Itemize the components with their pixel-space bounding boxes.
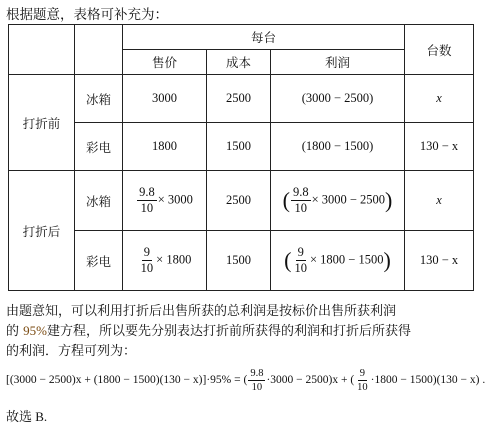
price-cell: 1800: [123, 123, 207, 171]
units-cell: x: [405, 75, 474, 123]
equation: [(3000 − 2500)x + (1800 − 1500)(130 − x)]·95% = ( $\frac{9.8}{10}$ ·3000 − 2500)x + ( $\frac{9}{10}$ ·1800 − 1500)(130 − x) .: [6, 368, 486, 394]
fraction: $\frac{9.8}{10}$: [139, 184, 155, 215]
table-row: [9, 171, 474, 231]
profit-cell: (1800 − 1500): [271, 123, 405, 171]
cost-cell: 2500: [207, 75, 271, 123]
profit-cell: ( $\frac{9.8}{10}$ × 3000 − 2500): [271, 171, 405, 231]
tv-label: 彩电: [75, 231, 123, 291]
price-cell: 3000: [123, 75, 207, 123]
table-row: [9, 231, 474, 291]
table-row: [9, 75, 474, 123]
conclusion: 故选 B.: [6, 409, 48, 424]
profit-cell: ( $\frac{9}{10}$ × 1800 − 1500): [271, 231, 405, 291]
header-profit: 利润: [271, 50, 405, 75]
before-label: 打折前: [9, 75, 75, 171]
fridge-label: 冰箱: [75, 75, 123, 123]
corner-cell: [75, 25, 123, 75]
units-cell: x: [405, 171, 474, 231]
cost-cell: 1500: [207, 231, 271, 291]
explanation-line-3: 的利润．方程可列为：: [6, 344, 137, 359]
cost-cell: 1500: [207, 123, 271, 171]
profit-cell: (3000 − 2500): [271, 75, 405, 123]
units-cell: 130 − x: [405, 123, 474, 171]
price-cell: $\frac{9}{10}$ × 1800: [123, 231, 207, 291]
header-price: 售价: [123, 50, 207, 75]
price-cell: $\frac{9.8}{10}$ × 3000: [123, 171, 207, 231]
header-cost: 成本: [207, 50, 271, 75]
header-group: 每台: [123, 25, 405, 50]
explanation-line-2: 的 95%建方程，所以要先分别表达打折前所获得的利润和打折后所获得: [6, 323, 411, 339]
fraction: $\frac{9}{10}$: [294, 244, 307, 275]
header-units: 台数: [405, 25, 474, 75]
after-label: 打折后: [9, 171, 75, 291]
solution-table: [8, 24, 474, 291]
intro-text: 根据题意，表格可补充为：: [6, 7, 168, 23]
percent-value: 95%: [23, 323, 47, 338]
table-row: [9, 123, 474, 171]
fraction: $\frac{9}{10}$: [140, 244, 154, 275]
tv-label: 彩电: [75, 123, 123, 171]
fraction: $\frac{9.8}{10}$: [250, 368, 264, 394]
explanation-line-1: 由题意知，可以利用打折后出售所获的总利润是按标价出售所获利润: [6, 304, 397, 319]
corner-cell: [9, 25, 75, 75]
fraction: $\frac{9}{10}$: [357, 368, 368, 394]
cost-cell: 2500: [207, 171, 271, 231]
table-row: [9, 25, 474, 50]
units-cell: 130 − x: [405, 231, 474, 291]
fraction: $\frac{9.8}{10}$: [292, 184, 309, 215]
fridge-label: 冰箱: [75, 171, 123, 231]
